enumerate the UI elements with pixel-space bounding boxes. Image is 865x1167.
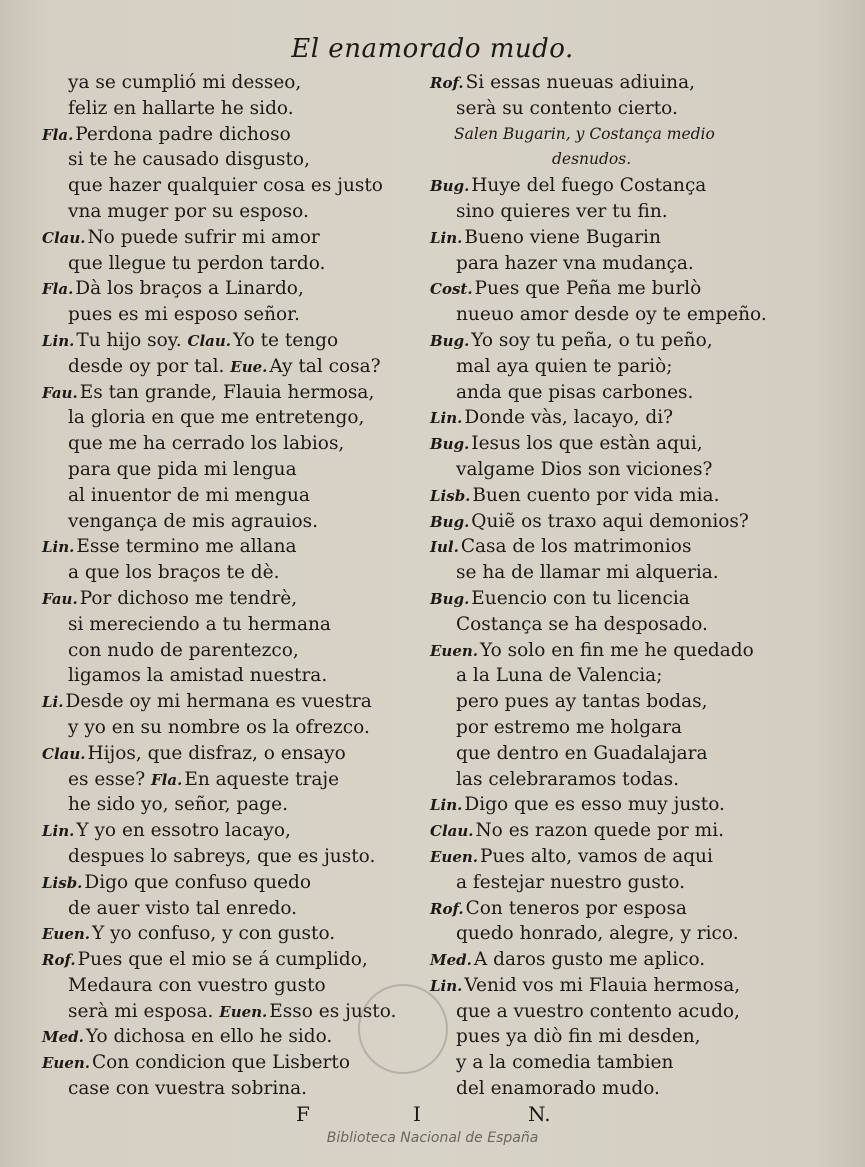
verse-line [42, 276, 422, 302]
verse-line [430, 302, 810, 328]
verse-line [42, 251, 422, 277]
verse-line [430, 638, 810, 664]
speaker-label: Lin. [42, 822, 75, 841]
speaker-label: Eue. [230, 357, 268, 376]
speaker-label: Rof. [42, 951, 76, 970]
speaker-label: Lisb. [42, 873, 83, 892]
verse-line [42, 328, 422, 354]
verse-text: Iesus los que estàn aqui, [471, 433, 703, 455]
verse-text: Ay tal cosa? [269, 355, 381, 377]
verse-text: que a vuestro contento acudo, [456, 1000, 740, 1022]
verse-text: he sido yo, señor, page. [68, 794, 288, 816]
verse-text: Pues que el mio se á cumplido, [77, 949, 368, 971]
verse-text: Dà los braços a Linardo, [75, 278, 304, 300]
verse-text: a que los braços te dè. [68, 562, 280, 584]
verse-text: No es razon quede por mi. [475, 820, 724, 842]
finis-letter: I [413, 1102, 421, 1126]
verse-line [42, 70, 422, 96]
verse-text: anda que pisas carbones. [456, 381, 694, 403]
verse-text: Desde oy mi hermana es vuestra [65, 691, 372, 713]
verse-text: Medaura con vuestro gusto [68, 974, 326, 996]
verse-text: Esse termino me allana [76, 536, 297, 558]
verse-line [430, 870, 810, 896]
verse-line [430, 534, 810, 560]
verse-line [430, 1076, 810, 1102]
verse-text: No puede sufrir mi amor [87, 226, 320, 248]
speaker-label: Lin. [430, 228, 463, 247]
stage-direction: desnudos. [552, 150, 632, 169]
speaker-label: Iul. [430, 538, 459, 557]
verse-line [430, 509, 810, 535]
verse-text: A daros gusto me aplico. [473, 949, 706, 971]
verse-line [42, 586, 422, 612]
verse-text: Pues que Peña me burlò [474, 278, 702, 300]
speaker-label: Lin. [42, 331, 75, 350]
verse-line [42, 173, 422, 199]
speaker-label: Med. [430, 951, 472, 970]
speaker-label: Fau. [42, 383, 78, 402]
verse-line [42, 96, 422, 122]
verse-line [42, 715, 422, 741]
verse-text: Buen cuento por vida mia. [472, 484, 720, 506]
verse-text: feliz en hallarte he sido. [68, 97, 294, 119]
verse-line [42, 225, 422, 251]
verse-text: vna muger por su esposo. [68, 200, 309, 222]
verse-line [42, 638, 422, 664]
verse-line [42, 947, 422, 973]
verse-line [430, 844, 810, 870]
speaker-label: Euen. [219, 1002, 268, 1021]
verse-text: Yo soy tu peña, o tu peño, [471, 329, 713, 351]
verse-text: ya se cumplió mi desseo, [68, 72, 302, 93]
verse-text: pero pues ay tantas bodas, [456, 691, 708, 713]
verse-line [42, 689, 422, 715]
speaker-label: Fau. [42, 589, 78, 608]
verse-text: Hijos, que disfraz, o ensayo [87, 742, 346, 764]
verse-text: serà mi esposa. [68, 1000, 214, 1022]
verse-text: si te he causado disgusto, [68, 149, 310, 171]
verse-text: pues es mi esposo señor. [68, 304, 300, 326]
speaker-label: Lin. [42, 538, 75, 557]
verse-text: para hazer vna mudança. [456, 252, 694, 274]
verse-line [430, 999, 810, 1025]
speaker-label: Clau. [42, 228, 86, 247]
verse-text: y yo en su nombre os la ofrezco. [68, 716, 370, 738]
verse-line [430, 328, 810, 354]
verse-text: al inuentor de mi mengua [68, 484, 310, 506]
verse-text: Casa de los matrimonios [460, 536, 692, 558]
verse-text: Yo dichosa en ello he sido. [85, 1026, 333, 1048]
verse-text: Bueno viene Bugarin [464, 226, 661, 248]
verse-text: Digo que es esso muy justo. [464, 794, 725, 816]
verse-text: Donde vàs, lacayo, di? [464, 407, 674, 429]
verse-text: Es tan grande, Flauia hermosa, [79, 381, 375, 403]
verse-line [430, 715, 810, 741]
verse-line [430, 947, 810, 973]
verse-text: valgame Dios son viciones? [456, 458, 713, 480]
verse-line [430, 380, 810, 406]
verse-line [42, 792, 422, 818]
verse-line [42, 457, 422, 483]
verse-line [42, 405, 422, 431]
verse-line [430, 431, 810, 457]
verse-line [42, 844, 422, 870]
verse-line [42, 612, 422, 638]
verse-text: En aqueste traje [184, 768, 340, 790]
verse-text: ligamos la amistad nuestra. [68, 665, 328, 687]
library-stamp-icon [358, 984, 448, 1074]
verse-line [42, 870, 422, 896]
verse-text: a la Luna de Valencia; [456, 665, 663, 687]
verse-text: Esso es justo. [269, 1000, 397, 1022]
speaker-label: Med. [42, 1028, 84, 1047]
speaker-label: Bug. [430, 331, 470, 350]
speaker-label: Lin. [430, 976, 463, 995]
speaker-label: Euen. [42, 1054, 91, 1073]
verse-text: despues lo sabreys, que es justo. [68, 845, 376, 867]
verse-line [42, 354, 422, 380]
verse-line [430, 921, 810, 947]
verse-text: quedo honrado, alegre, y rico. [456, 923, 739, 945]
verse-line [42, 147, 422, 173]
verse-text: las celebraramos todas. [456, 768, 679, 790]
verse-line [430, 818, 810, 844]
verse-line [430, 689, 810, 715]
verse-line [42, 741, 422, 767]
speaker-label: Bug. [430, 435, 470, 454]
verse-line [430, 560, 810, 586]
verse-text: Si essas nueuas adiuina, [465, 72, 695, 93]
speaker-label: Euen. [42, 925, 91, 944]
stage-direction: Salen Bugarin, y Costança medio [454, 124, 715, 143]
left-column [42, 70, 422, 1102]
verse-line [430, 251, 810, 277]
speaker-label: Clau. [430, 822, 474, 841]
verse-line [42, 896, 422, 922]
verse-line [42, 380, 422, 406]
verse-line [430, 612, 810, 638]
verse-line [42, 560, 422, 586]
library-credit: Biblioteca Nacional de España [326, 1130, 539, 1146]
verse-line [430, 896, 810, 922]
running-title: El enamorado mudo. [291, 34, 574, 64]
speaker-label: Euen. [430, 847, 479, 866]
verse-text: desde oy por tal. [68, 355, 225, 377]
verse-line [430, 741, 810, 767]
verse-line [430, 354, 810, 380]
verse-line [42, 1076, 422, 1102]
verse-text: sino quieres ver tu fin. [456, 200, 668, 222]
speaker-label: Fla. [42, 280, 74, 299]
speaker-label: Fla. [151, 770, 183, 789]
verse-text: Tu hijo soy. [76, 329, 182, 351]
verse-text: Venid vos mi Flauia hermosa, [464, 974, 741, 996]
verse-line [42, 663, 422, 689]
speaker-label: Bug. [430, 512, 470, 531]
verse-text: si mereciendo a tu hermana [68, 613, 331, 635]
speaker-label: Clau. [187, 331, 231, 350]
right-column [430, 70, 810, 1102]
speaker-label: Clau. [42, 744, 86, 763]
verse-text: por estremo me holgara [456, 716, 683, 738]
speaker-label: Cost. [430, 280, 473, 299]
verse-line [430, 973, 810, 999]
verse-line [42, 767, 422, 793]
speaker-label: Lin. [430, 409, 463, 428]
verse-text: nueuo amor desde oy te empeño. [456, 304, 767, 326]
verse-text: con nudo de parentezco, [68, 639, 299, 661]
verse-text: pues ya diò fin mi desden, [456, 1026, 701, 1048]
verse-line [42, 483, 422, 509]
verse-text: Euencio con tu licencia [471, 587, 690, 609]
verse-text: Con condicion que Lisberto [92, 1052, 350, 1074]
speaker-label: Rof. [430, 74, 464, 92]
verse-line [430, 199, 810, 225]
verse-line [42, 199, 422, 225]
verse-text: de auer visto tal enredo. [68, 897, 298, 919]
verse-line [430, 96, 810, 122]
verse-text: Yo solo en fin me he quedado [480, 639, 754, 661]
finis-letter: N. [528, 1102, 551, 1126]
verse-line [42, 921, 422, 947]
verse-line [430, 173, 810, 199]
verse-text: Quiẽ os traxo aqui demonios? [471, 510, 749, 532]
verse-line [430, 1050, 810, 1076]
speaker-label: Lin. [430, 796, 463, 815]
verse-line [430, 1024, 810, 1050]
speaker-label: Rof. [430, 899, 464, 918]
verse-line [430, 483, 810, 509]
verse-line [430, 663, 810, 689]
verse-line [430, 457, 810, 483]
speaker-label: Bug. [430, 177, 470, 196]
verse-line [430, 586, 810, 612]
verse-text: Y yo en essotro lacayo, [76, 820, 291, 842]
verse-line [42, 534, 422, 560]
verse-text: mal aya quien te pariò; [456, 355, 673, 377]
verse-line [42, 302, 422, 328]
verse-text: Pues alto, vamos de aqui [480, 845, 713, 867]
speaker-label: Euen. [430, 641, 479, 660]
verse-line [42, 818, 422, 844]
verse-text: para que pida mi lengua [68, 458, 297, 480]
verse-line [430, 405, 810, 431]
verse-text: que me ha cerrado los labios, [68, 433, 345, 455]
verse-text: Yo te tengo [232, 329, 339, 351]
verse-text: Y yo confuso, y con gusto. [92, 923, 336, 945]
verse-text: y a la comedia tambien [456, 1052, 674, 1074]
verse-line [430, 225, 810, 251]
verse-text: la gloria en que me entretengo, [68, 407, 365, 429]
speaker-label: Bug. [430, 589, 470, 608]
verse-text: Costança se ha desposado. [456, 613, 708, 635]
verse-text: que hazer qualquier cosa es justo [68, 175, 383, 197]
verse-text: Con teneros por esposa [465, 897, 687, 919]
verse-text: se ha de llamar mi alqueria. [456, 562, 719, 584]
verse-text: Perdona padre dichoso [75, 123, 291, 145]
verse-text: es esse? [68, 768, 146, 790]
verse-line [42, 122, 422, 148]
verse-text: Digo que confuso quedo [84, 871, 311, 893]
speaker-label: Lisb. [430, 486, 471, 505]
verse-text: Por dichoso me tendrè, [79, 587, 298, 609]
finis-letter: F [296, 1102, 310, 1126]
verse-text: vengança de mis agrauios. [68, 510, 318, 532]
verse-line [42, 973, 422, 999]
verse-text: Huye del fuego Costança [471, 175, 707, 197]
verse-text: que llegue tu perdon tardo. [68, 252, 326, 274]
verse-text: serà su contento cierto. [456, 97, 678, 119]
verse-line [430, 276, 810, 302]
verse-text: que dentro en Guadalajara [456, 742, 708, 764]
verse-line [430, 792, 810, 818]
verse-line [430, 70, 810, 96]
verse-text: del enamorado mudo. [456, 1078, 660, 1100]
speaker-label: Li. [42, 693, 64, 712]
speaker-label: Fla. [42, 125, 74, 144]
verse-line [42, 431, 422, 457]
verse-text: case con vuestra sobrina. [68, 1078, 308, 1100]
verse-line [430, 767, 810, 793]
verse-line [42, 509, 422, 535]
verse-text: a festejar nuestro gusto. [456, 871, 686, 893]
